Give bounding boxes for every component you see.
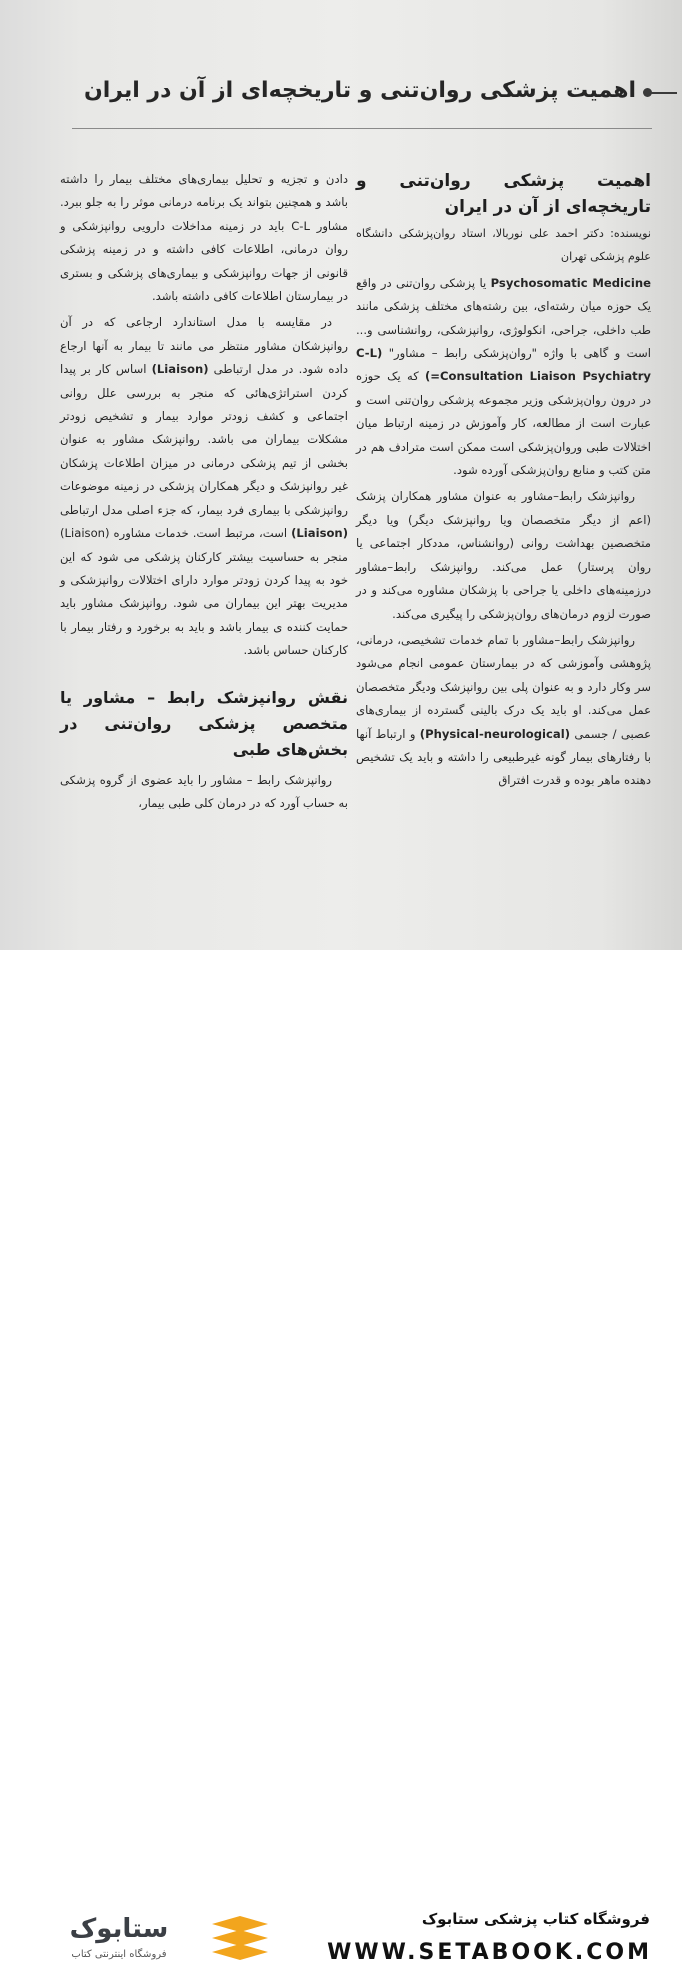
term-liaison: (Liaison) <box>151 362 209 377</box>
paragraph-team-member: روانپزشک رابط – مشاور را باید عضوی از گروه پزشکی به حساب آورد که در درمان کلی طبی بیمار، <box>60 772 348 810</box>
section-heading: نقش روانپزشک رابط – مشاور یا متخصص پزشکی روان‌تنی در بخش‌های طبی <box>60 687 348 759</box>
paragraph-consultant-role: روانپزشک رابط–مشاور به عنوان مشاور همکاران پزشک (اعم از دیگر متخصصان ویا روانپزشک دیگر) ویا دیگر متخصصین بهداشت روانی (روانشناس، مددکار اجتماعی یا روان پرستار) عمل می‌کند. روانپزشک رابط–مشاور درزمینه‌های داخلی یا جراحی با پزشکان مشاوره می‌کند و در صورت لزوم درمان‌های روان‌پزشکی را پیگیری می‌کند. <box>356 489 651 621</box>
term-psychosomatic: Psychosomatic Medicine <box>490 275 651 290</box>
paragraph-services: روانپزشک رابط–مشاور با تمام خدمات تشخیصی، درمانی، پژوهشی وآموزشی که در بیمارستان عمومی انجام می‌شود سر وکار دارد و به عنوان پلی بین روانپزشک ودیگر متخصصان عمل می‌کند. او باید یک درک بالینی گسترده از بیماری‌های عصبی / جسمی (Physical-neurological) و ارتباط آنها با رفتارهای بیمار گونه غیرطبیعی را داشته و باید یک تشخیص دهنده ماهر بوده و قدرت افتراق <box>356 632 651 788</box>
paragraph-diagnosis: دادن و تجزیه و تحلیل بیماری‌های مختلف بیمار را داشته باشد و همچنین بتواند یک برنامه درمانی موثر را به جلو ببرد. مشاور C-L باید در زمینه مداخلات دارویی روانپزشکی و روان درمانی، اطلاعات کافی داشته و در زمینه پزشکی قانونی از جهات روانپزشکی و بیماری‌های پزشکی و بستری در بیمارستان اطلاعات کافی داشته باشد. <box>60 172 349 304</box>
term-liaison-2: (Liaison) <box>291 526 348 541</box>
article-heading: اهمیت پزشکی روان‌تنی و تاریخچه‌ای از آن در ایران <box>356 171 651 217</box>
setabook-logo-icon <box>208 1912 272 1966</box>
logo-tagline: فروشگاه اینترنتی کتاب <box>71 1949 167 1960</box>
paragraph-liaison-model: در مقایسه با مدل استاندارد ارجاعی که در آن روانپزشکان مشاور منتظر می مانند تا بیمار به آنها ارجاع داده شود. در مدل ارتباطی (Liaison) اساس کار بر پیدا کردن استراتژی‌هائی که منجر به بررسی علل روانی اجتماعی و کشف زودتر موارد بیمار و تشخیص زودتر مشکلات بیماران می باشد. روانپزشک مشاور به عنوان بخشی از تیم پزشکی درمانی در میزان اطلاعات پزشکان غیر روانپزشک و دیگر همکاران پزشکی در زمینه موضوعات روانپزشکی با بیماری فرد بیمار، که جزء اصلی مدل ارتباطی (Liaison) است، مرتبط است. خدمات مشاوره (Liaison) منجر به حساسیت بیشتر کارکنان پزشکی می شود که این خود به پیدا کردن زودتر موارد دارای اختلالات روانپزشکی و مدیریت بهتر این بیماران می شود. روانپزشک مشاور باید حمایت کننده ی بیمار باشد و باید به برخورد و رفتار بیمار با کارکنان حساس باشد. <box>60 315 348 658</box>
left-column <box>60 168 348 818</box>
title-divider <box>72 128 652 129</box>
store-url-link[interactable]: WWW.SETABOOK.COM <box>327 1940 652 1965</box>
right-column <box>356 168 651 796</box>
title-marker-line <box>647 92 677 94</box>
store-footer <box>0 950 682 1965</box>
author-line: نویسنده: دکتر احمد علی نوربالا، استاد روان‌پزشکی دانشگاه علوم پزشکی تهران <box>356 227 651 264</box>
page-title: اهمیت پزشکی روان‌تنی و تاریخچه‌ای از آن در ایران <box>83 78 636 103</box>
paragraph-psychosomatic: Psychosomatic Medicine یا پزشکی روان‌تنی در واقع یک حوزه میان رشته‌ای، بین رشته‌های مختلف پزشکی مانند طب داخلی، جراحی، انکولوژی، روانپزشکی، روانشناسی و... است و گاهی با واژه "روان‌پزشکی رابط – مشاور" (C-L Consultation Liaison Psychiatry=) که یک حوزه در درون روان‌پزشکی وزیر مجموعه پزشکی روان‌تنی است و عبارت است از مطالعه، کار وآموزش در زمینه ارتباط میان اختلالات طبی وروان‌پزشکی است ممکن است مترادف هم در متن کتب و منابع روان‌پزشکی آورده شود. <box>356 275 651 478</box>
book-page <box>0 0 682 950</box>
logo-wordmark: ستابوک <box>69 1914 169 1944</box>
term-cl-psychiatry: (C-L Consultation Liaison Psychiatry=) <box>356 346 651 384</box>
term-physical-neurological: (Physical-neurological) <box>419 726 571 741</box>
store-name: فروشگاه کتاب پزشکی ستابوک <box>421 1910 650 1928</box>
